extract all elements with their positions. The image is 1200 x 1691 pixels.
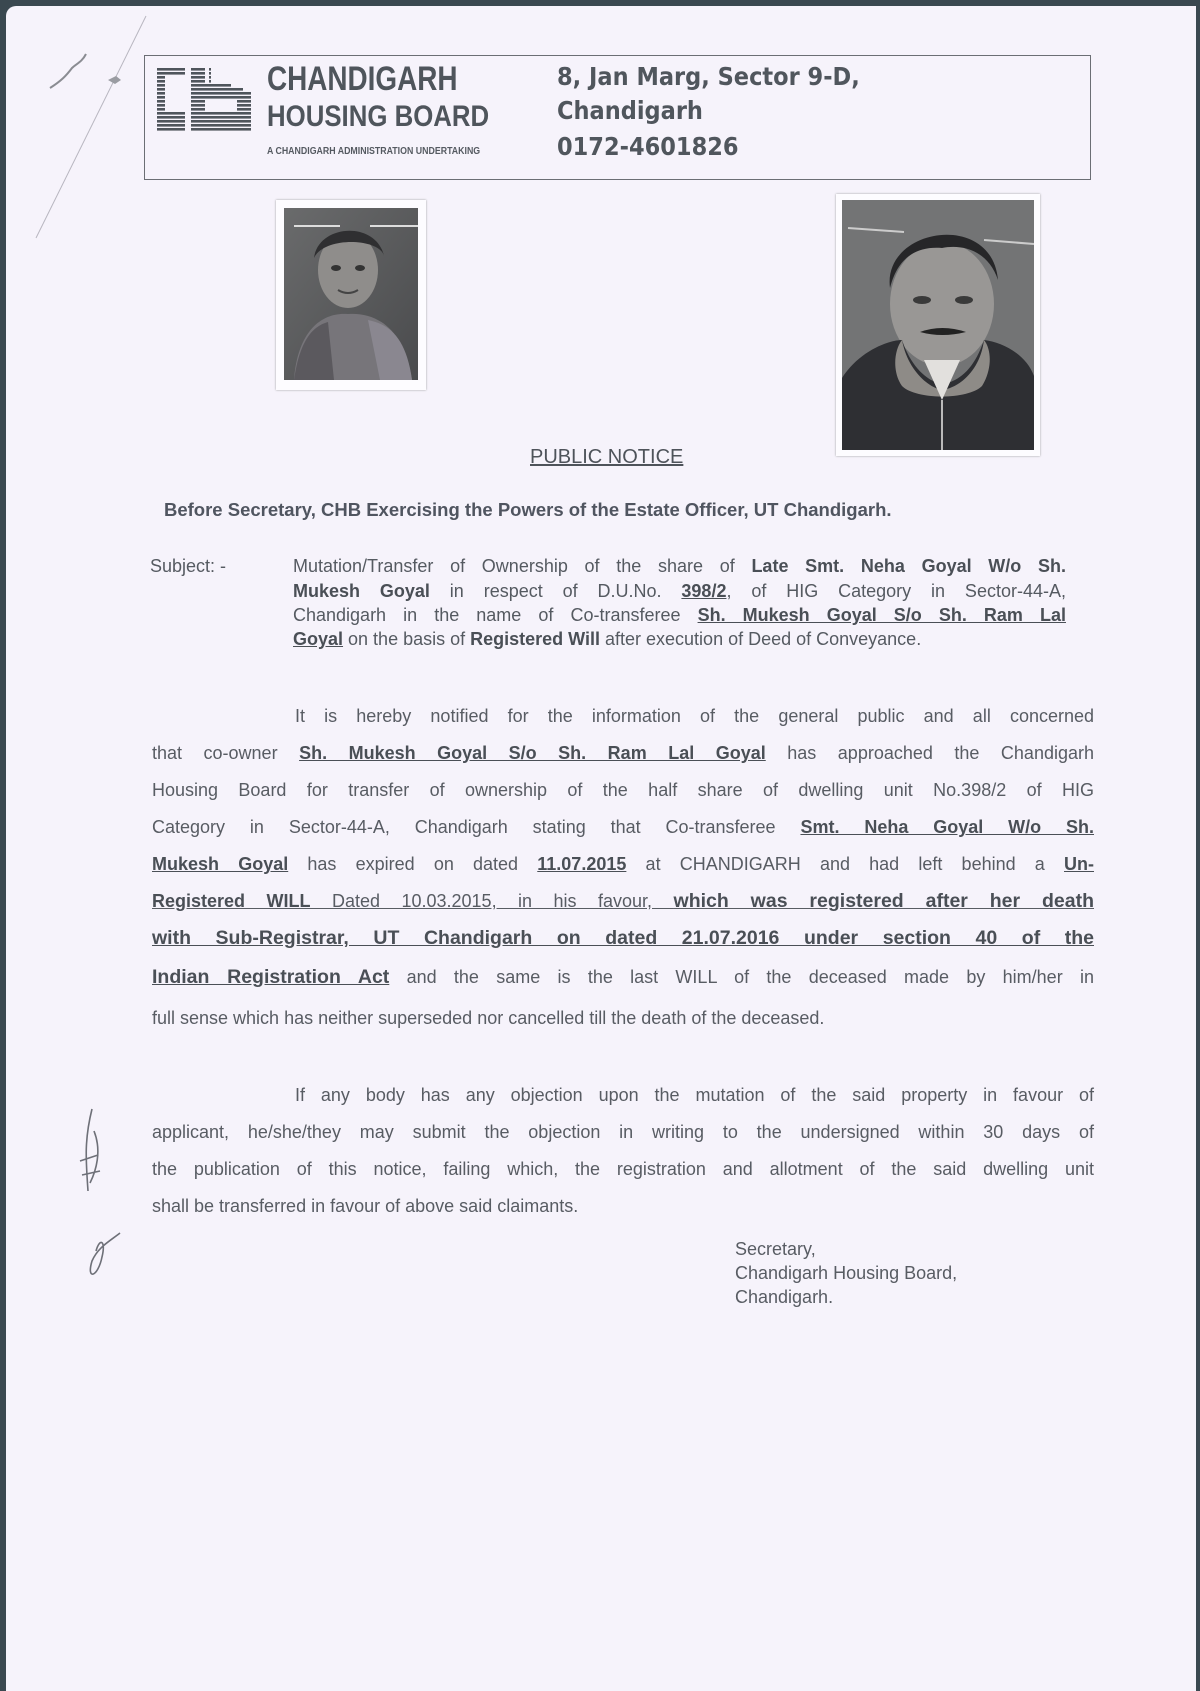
para-text: Category in Sector-44-A, Chandigarh stating that Co-transferee <box>152 817 801 837</box>
subject-bold-text: Goyal <box>293 629 344 649</box>
subject-text: Mutation/Transfer of Ownership of the share of <box>293 556 752 576</box>
subject-bold-text: Mukesh Goyal <box>293 581 430 601</box>
para-bold-text: Registered WILL <box>152 891 311 911</box>
signatory-city: Chandigarh. <box>735 1287 834 1307</box>
expiry-date: 11.07.2015 <box>537 854 627 874</box>
address-line2: Chandigarh <box>557 96 703 125</box>
para-bold-text: Sh. Mukesh Goyal S/o Sh. Ram Lal Goyal <box>299 743 766 763</box>
paragraph-line: applicant, he/she/they may submit the objection in writing to the undersigned within 30 days of <box>152 1122 1094 1142</box>
para-bold-text: Smt. Neha Goyal W/o Sh. <box>800 817 1095 837</box>
paragraph-line: full sense which has neither superseded nor cancelled till the death of the deceased. <box>152 1008 825 1028</box>
subject-line <box>293 629 1066 650</box>
subject-bold-text: Sh. Mukesh Goyal S/o Sh. Ram Lal <box>697 605 1066 625</box>
notice-authority-line: Before Secretary, CHB Exercising the Powers of the Estate Officer, UT Chandigarh. <box>164 499 892 520</box>
letterhead <box>144 55 1091 180</box>
paragraph-line: Housing Board for transfer of ownership of the half share of dwelling unit No.398/2 of HIG <box>152 780 1094 800</box>
paragraph-line <box>152 743 1094 764</box>
para-bold-text: which was registered after her death <box>673 890 1095 912</box>
subject-text: on the basis of <box>343 629 471 649</box>
subject-label: Subject: - <box>150 556 227 576</box>
para-bold-text: Un- <box>1064 854 1094 874</box>
subject-bold-text: Registered Will <box>470 629 600 649</box>
notice-page <box>6 6 1196 1691</box>
phone-number: 0172-4601826 <box>557 132 739 161</box>
address-line1: 8, Jan Marg, Sector 9-D, <box>557 62 860 91</box>
photo-neha-goyal <box>276 200 426 390</box>
brand-name-line2: HOUSING BOARD <box>267 100 490 133</box>
paragraph-line: It is hereby notified for the information of the general public and all concerned <box>295 706 1094 726</box>
subject-bold-text: Late Smt. Neha Goyal W/o Sh. <box>751 556 1066 576</box>
paragraph-line: shall be transferred in favour of above said claimants. <box>152 1196 579 1216</box>
brand-tagline: A CHANDIGARH ADMINISTRATION UNDERTAKING <box>267 146 481 157</box>
signatory-org: Chandigarh Housing Board, <box>735 1263 958 1283</box>
paragraph-line <box>152 927 1094 950</box>
subject-text: , of HIG Category in Sector-44-A, <box>726 581 1066 601</box>
photo-mukesh-goyal <box>836 194 1040 456</box>
para-bold-text: Indian Registration Act <box>152 966 390 988</box>
subject-line <box>293 581 1066 602</box>
will-date-text: Dated 10.03.2015, in his favour, <box>310 891 674 911</box>
paragraph-line <box>152 817 1094 838</box>
para-text: has expired on dated <box>288 854 538 874</box>
du-number: 398/2 <box>681 581 727 601</box>
subject-text: Chandigarh in the name of Co-transferee <box>293 605 698 625</box>
paragraph-line <box>152 854 1094 875</box>
brand-name-line1: CHANDIGARH <box>267 60 458 98</box>
subject-line <box>293 605 1066 626</box>
paragraph-line: the publication of this notice, failing which, the registration and allotment of the said dwelling unit <box>152 1159 1094 1179</box>
para-text: has approached the Chandigarh <box>765 743 1094 763</box>
para-text: and the same is the last WILL of the deceased made by him/her in <box>389 967 1094 987</box>
chb-logo-icon <box>157 68 257 132</box>
paragraph-line: If any body has any objection upon the mutation of the said property in favour of <box>295 1085 1094 1105</box>
para-bold-text: Mukesh Goyal <box>152 854 289 874</box>
paragraph-line <box>152 890 1094 913</box>
para-text: at CHANDIGARH and had left behind a <box>626 854 1064 874</box>
subject-text: after execution of Deed of Conveyance. <box>600 629 922 649</box>
signatory-title: Secretary, <box>735 1239 816 1259</box>
portrait-woman-icon <box>284 208 418 380</box>
registration-date-text: with Sub-Registrar, UT Chandigarh on dated 21.07.2016 under section 40 of the <box>152 927 1094 949</box>
subject-text: in respect of D.U.No. <box>429 581 682 601</box>
notice-title: PUBLIC NOTICE <box>530 446 684 468</box>
paragraph-line <box>152 966 1094 989</box>
portrait-man-icon <box>842 200 1034 450</box>
para-text: that co-owner <box>152 743 300 763</box>
handwritten-initials <box>76 1101 146 1291</box>
subject-line <box>293 556 1066 577</box>
